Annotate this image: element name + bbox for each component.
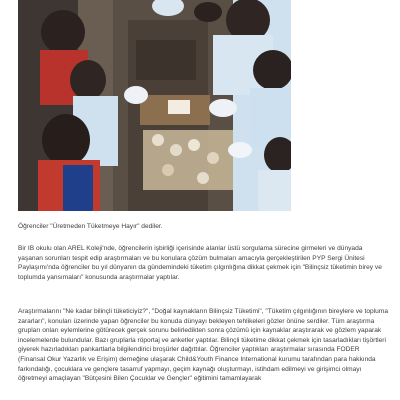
photo-caption: Öğrenciler "Üretmeden Tüketmeye Hayır" dediler. xyxy=(18,223,163,230)
article-paragraph-1: Bir IB okulu olan AREL Koleji'nde, öğrencilerin işbirliği içerisinde alanlar üstü sorgulama sürecine girmeleri ve dünyada yaşanan sorunları tespit edip araştırmaları ve bu konulara çözüm bulmaları amacıyla gerçekleştirilen PYP Sergi Ünitesi Paylaşımı'nda öğrenciler bu yıl dünyanın da gündemindeki tüketim çılgınlığına dikkat çekmek için "Bilinçsiz tüketimin birey ve toplumda yansımaları" konusunda araştırmalar yaptılar. xyxy=(18,245,382,281)
article-paragraph-2: Araştırmalarını "Ne kadar bilinçli tüketiciyiz?", "Doğal kaynakların Bilinçsiz Tüketimi", "Tüketim çılgınlığının bireylere ve topluma zararları", konuları üzerinde yapan öğrenciler bu konuda dünyayı bekleyen tehlikeleri gözler önüne serdiler. Tüm araştırma grupları onları eylemlerine götürecek gerçek sorunu belirledikten sonra çözümü için kaynaklar araştırarak ve gözlem yaparak incelemelerde bulundular. Bazı gruplarla röportaj ve anketler yaptılar. Bilinçli tüketime dikkat çekmek için tasarladıkları tişörtleri giyerek hazırladıkları pankartlarla bilgilendirici broşürler dağıttılar. Öğrenciler yaptıkları araştırmalar sırasında FODER (Finansal Okur Yazarlık ve Erişim) derneğine ulaşarak Child&Youth Finance International kurumu tarafından para hakkında farkındalığı, çocuklara ve gençlere tasarruf yapmayı, geçim kaynağı oluşturmayı, istihdam edilmeyi ve girişimci olmayı öğretmeyi amaçlayan "Bütçesini Bilen Çocuklar ve Gençler" eğitimini tamamlayarak xyxy=(18,308,388,383)
students-at-table-photo xyxy=(18,0,291,211)
article-photo xyxy=(18,0,291,211)
